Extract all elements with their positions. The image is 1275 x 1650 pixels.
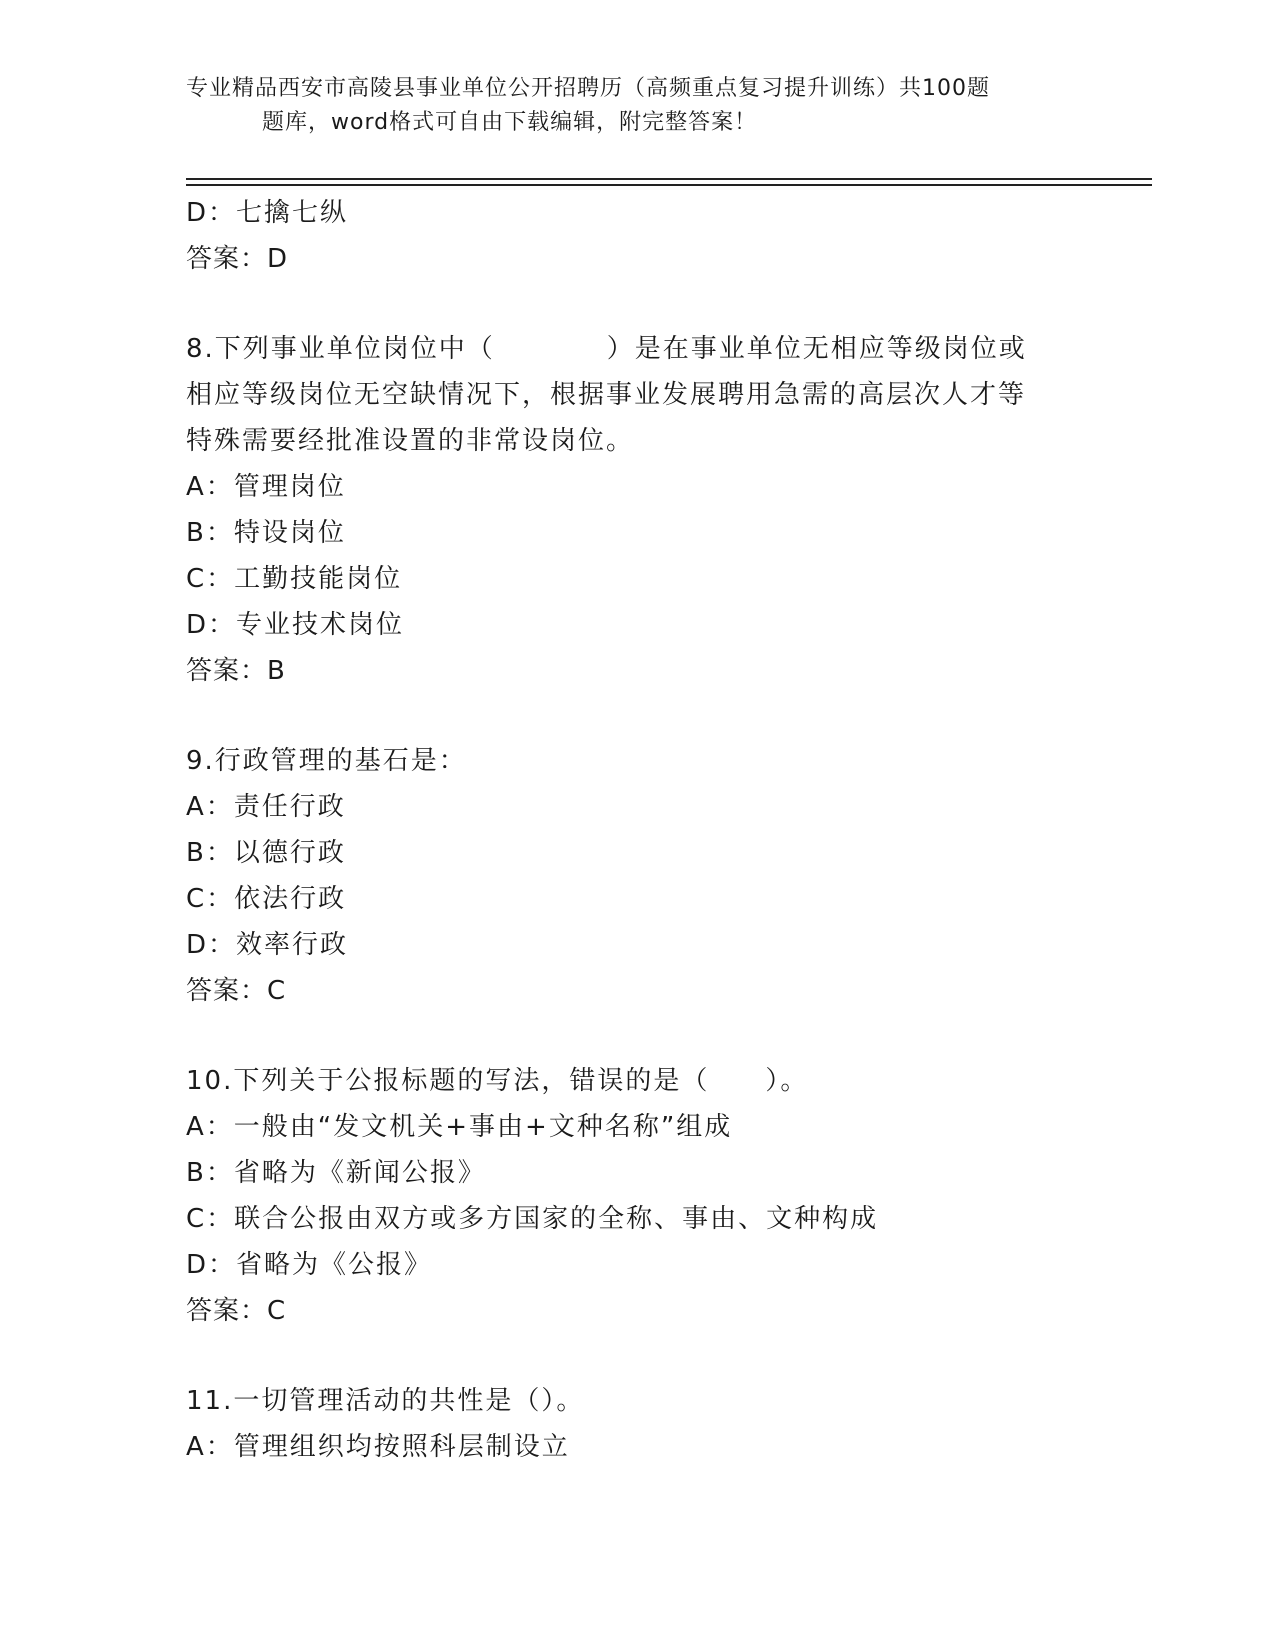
q10-option-b: B：省略为《新闻公报》 <box>186 1158 486 1188</box>
q8-answer: 答案：B <box>186 656 286 686</box>
q8-option-c: C：工勤技能岗位 <box>186 564 403 594</box>
question-8 <box>186 326 1086 694</box>
q7-answer: 答案：D <box>186 244 289 274</box>
q8-option-a: A：管理岗位 <box>186 472 346 502</box>
q8-stem-line3: 特殊需要经批准设置的非常设岗位。 <box>186 426 635 456</box>
q9-option-b: B：以德行政 <box>186 838 346 868</box>
q9-option-a: A：责任行政 <box>186 792 346 822</box>
question-11 <box>186 1378 1086 1470</box>
header-title-line1: 专业精品西安市高陵县事业单位公开招聘历（高频重点复习提升训练）共100题 <box>186 76 990 101</box>
q10-option-c: C：联合公报由双方或多方国家的全称、事由、文种构成 <box>186 1204 879 1234</box>
q9-stem: 9.行政管理的基石是： <box>186 746 467 776</box>
header-title-line2: 题库，word格式可自由下载编辑，附完整答案！ <box>262 110 758 135</box>
document-header <box>186 72 1066 140</box>
q7-option-d: D：七擒七纵 <box>186 198 349 228</box>
question-7-tail <box>186 190 1086 282</box>
header-rule-top <box>186 178 1152 180</box>
q9-answer: 答案：C <box>186 976 287 1006</box>
q8-stem-line2: 相应等级岗位无空缺情况下，根据事业发展聘用急需的高层次人才等 <box>186 380 1027 410</box>
q8-option-d: D：专业技术岗位 <box>186 610 405 640</box>
q11-stem: 11.一切管理活动的共性是（）。 <box>186 1386 585 1416</box>
q10-stem: 10.下列关于公报标题的写法，错误的是（ ）。 <box>186 1066 809 1096</box>
question-9 <box>186 738 1086 1014</box>
header-rule-bottom <box>186 184 1152 186</box>
q8-option-b: B：特设岗位 <box>186 518 346 548</box>
question-content <box>186 190 1086 1470</box>
q9-option-c: C：依法行政 <box>186 884 347 914</box>
q10-answer: 答案：C <box>186 1296 287 1326</box>
q9-option-d: D：效率行政 <box>186 930 349 960</box>
q10-option-d: D：省略为《公报》 <box>186 1250 433 1280</box>
q10-option-a: A：一般由“发文机关+事由+文种名称”组成 <box>186 1112 733 1142</box>
question-10 <box>186 1058 1086 1334</box>
q11-option-a: A：管理组织均按照科层制设立 <box>186 1432 570 1462</box>
q8-stem-line1: 8.下列事业单位岗位中（ ）是在事业单位无相应等级岗位或 <box>186 334 1027 364</box>
